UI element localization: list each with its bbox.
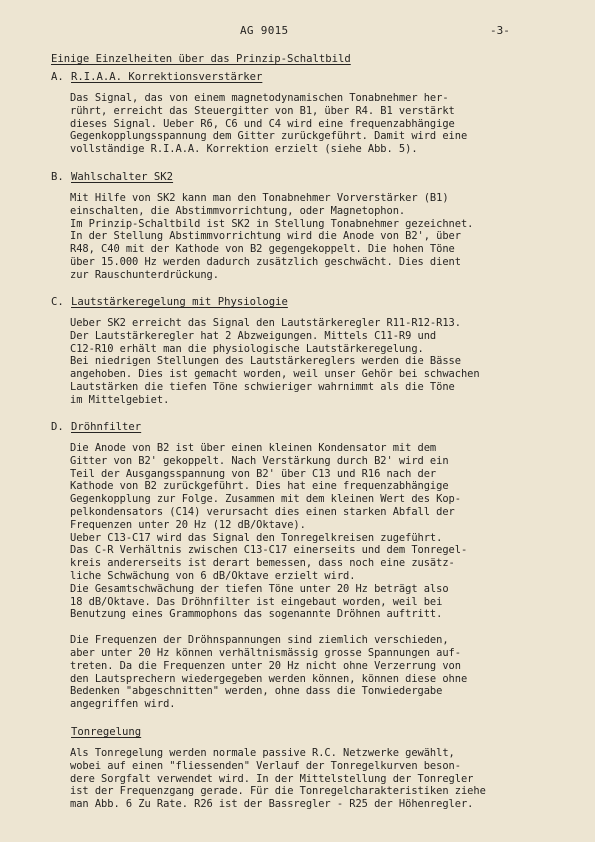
text-line: Teil der Ausgangsspannung von B2' über C13 und R16 nach der bbox=[70, 467, 437, 480]
text-line: Im Prinzip-Schaltbild ist SK2 in Stellung Tonabnehmer gezeichnet. bbox=[70, 217, 474, 230]
document-header-title: AG 9015 bbox=[240, 24, 289, 37]
text-line: treten. Da die Frequenzen unter 20 Hz nicht ohne Verzerrung von bbox=[70, 659, 461, 672]
section-heading bbox=[51, 421, 576, 435]
text-line: im Mittelgebiet. bbox=[70, 393, 170, 406]
section-title: Tonregelung bbox=[71, 726, 142, 738]
text-line: Kathode von B2 zurückgeführt. Dies hat eine frequenzabhängige bbox=[70, 480, 449, 493]
text-line: Frequenzen unter 20 Hz (12 dB/Oktave). bbox=[70, 518, 306, 531]
text-line: dieses Signal. Ueber R6, C6 und C4 wird eine frequenzabhängige bbox=[70, 117, 455, 130]
section-title: Wahlschalter SK2 bbox=[71, 171, 174, 183]
text-line: Ueber C13-C17 wird das Signal den Tonregelkreisen zugeführt. bbox=[70, 531, 443, 544]
text-line: Der Lautstärkeregler hat 2 Abzweigungen. Mittels C11-R9 und bbox=[70, 329, 437, 342]
text-line: R48, C40 mit der Kathode von B2 gegengekoppelt. Die hohen Töne bbox=[70, 243, 455, 256]
section-title: Lautstärkeregelung mit Physiologie bbox=[71, 296, 288, 308]
text-line: Das C-R Verhältnis zwischen C13-C17 einerseits und dem Tonregel- bbox=[70, 544, 468, 557]
text-line: Die Gesamtschwächung der tiefen Töne unter 20 Hz beträgt also bbox=[70, 582, 449, 595]
text-line: über 15.000 Hz werden dadurch zusätzlich geschwächt. Dies dient bbox=[70, 255, 461, 268]
text-line: Bei niedrigen Stellungen des Lautstärkereglers werden die Bässe bbox=[70, 355, 461, 368]
text-line: wobei auf einen "fliessenden" Verlauf der Tonregelkurven beson- bbox=[70, 759, 461, 772]
paragraph bbox=[70, 634, 576, 711]
text-line: ist der Frequenzgang gerade. Für die Tonregelcharakteristiken ziehe bbox=[70, 785, 486, 798]
text-line: man Abb. 6 Zu Rate. R26 ist der Bassregler - R25 der Höhenregler. bbox=[70, 798, 474, 811]
text-line: zur Rauschunterdrückung. bbox=[70, 268, 219, 281]
text-line: pelkondensators (C14) verursacht dies einen starken Abfall der bbox=[70, 505, 455, 518]
text-line: 18 dB/Oktave. Das Dröhnfilter ist eingebaut worden, weil bei bbox=[70, 595, 443, 608]
text-line: angehoben. Dies ist gemacht worden, weil unser Gehör bei schwachen bbox=[70, 368, 480, 381]
main-heading: Einige Einzelheiten über das Prinzip-Schaltbild bbox=[51, 53, 351, 65]
section-letter: A. bbox=[51, 71, 64, 83]
text-line: Das Signal, das von einem magnetodynamischen Tonabnehmer her- bbox=[70, 92, 449, 104]
section-letter: B. bbox=[51, 171, 64, 183]
paragraph bbox=[70, 317, 576, 407]
section-title: Dröhnfilter bbox=[71, 421, 142, 433]
page-number: -3- bbox=[490, 24, 510, 37]
section-letter: D. bbox=[51, 421, 64, 433]
section-2 bbox=[51, 296, 576, 407]
text-line: Gegenkopplung zur Folge. Zusammen mit dem kleinen Wert des Kop- bbox=[70, 493, 461, 506]
text-line: Die Frequenzen der Dröhnspannungen sind ziemlich verschieden, bbox=[70, 634, 449, 647]
text-line: liche Schwächung von 6 dB/Oktave erzielt wird. bbox=[70, 569, 356, 582]
text-line: Lautstärken die tiefen Töne schwieriger wahrnimmt als die Töne bbox=[70, 380, 455, 393]
text-line: aber unter 20 Hz können verhältnismässig grosse Spannungen auf- bbox=[70, 646, 461, 659]
section-0 bbox=[51, 71, 576, 156]
section-heading bbox=[51, 296, 576, 310]
text-line: rührt, erreicht das Steuergitter von B1, über R4. B1 verstärkt bbox=[70, 104, 455, 117]
paragraph bbox=[70, 92, 576, 156]
text-line: Bedenken "abgeschnitten" werden, ohne dass die Tonwiedergabe bbox=[70, 685, 443, 698]
text-line: kreis andererseits ist derart bemessen, dass noch eine zusätz- bbox=[70, 557, 455, 570]
text-line: Gitter von B2' gekoppelt. Nach Verstärkung durch B2' wird ein bbox=[70, 454, 449, 467]
text-line: Ueber SK2 erreicht das Signal den Lautstärkeregler R11-R12-R13. bbox=[70, 317, 461, 329]
section-letter: C. bbox=[51, 296, 64, 308]
text-line: angegriffen wird. bbox=[70, 698, 176, 711]
section-3 bbox=[51, 421, 576, 711]
text-line: Benutzung eines Grammophons das sogenannte Dröhnen auftritt. bbox=[70, 608, 443, 621]
section-title: R.I.A.A. Korrektionsverstärker bbox=[71, 71, 263, 83]
section-heading bbox=[51, 726, 576, 740]
text-line: Mit Hilfe von SK2 kann man den Tonabnehmer Vorverstärker (B1) bbox=[70, 192, 449, 204]
text-line: C12-R10 erhält man die physiologische Lautstärkeregelung. bbox=[70, 342, 424, 355]
paragraph bbox=[70, 442, 576, 621]
text-line: Gegenkopplungsspannung dem Gitter zurückgeführt. Damit wird eine bbox=[70, 130, 468, 143]
paragraph bbox=[70, 192, 576, 282]
text-line: Als Tonregelung werden normale passive R.C. Netzwerke gewählt, bbox=[70, 747, 455, 759]
text-line: den Lautsprechern wiedergegeben werden können, können diese ohne bbox=[70, 672, 468, 685]
section-4 bbox=[51, 726, 576, 811]
section-heading bbox=[51, 71, 576, 85]
text-line: einschalten, die Abstimmvorrichtung, oder Magnetophon. bbox=[70, 204, 406, 217]
paragraph bbox=[70, 747, 576, 811]
section-heading bbox=[51, 171, 576, 185]
text-line: In der Stellung Abstimmvorrichtung wird die Anode von B2', über bbox=[70, 230, 461, 243]
text-line: vollständige R.I.A.A. Korrektion erzielt (siehe Abb. 5). bbox=[70, 143, 418, 156]
text-line: dere Sorgfalt verwendet wird. In der Mittelstellung der Tonregler bbox=[70, 772, 474, 785]
section-1 bbox=[51, 171, 576, 282]
text-line: Die Anode von B2 ist über einen kleinen Kondensator mit dem bbox=[70, 442, 437, 454]
